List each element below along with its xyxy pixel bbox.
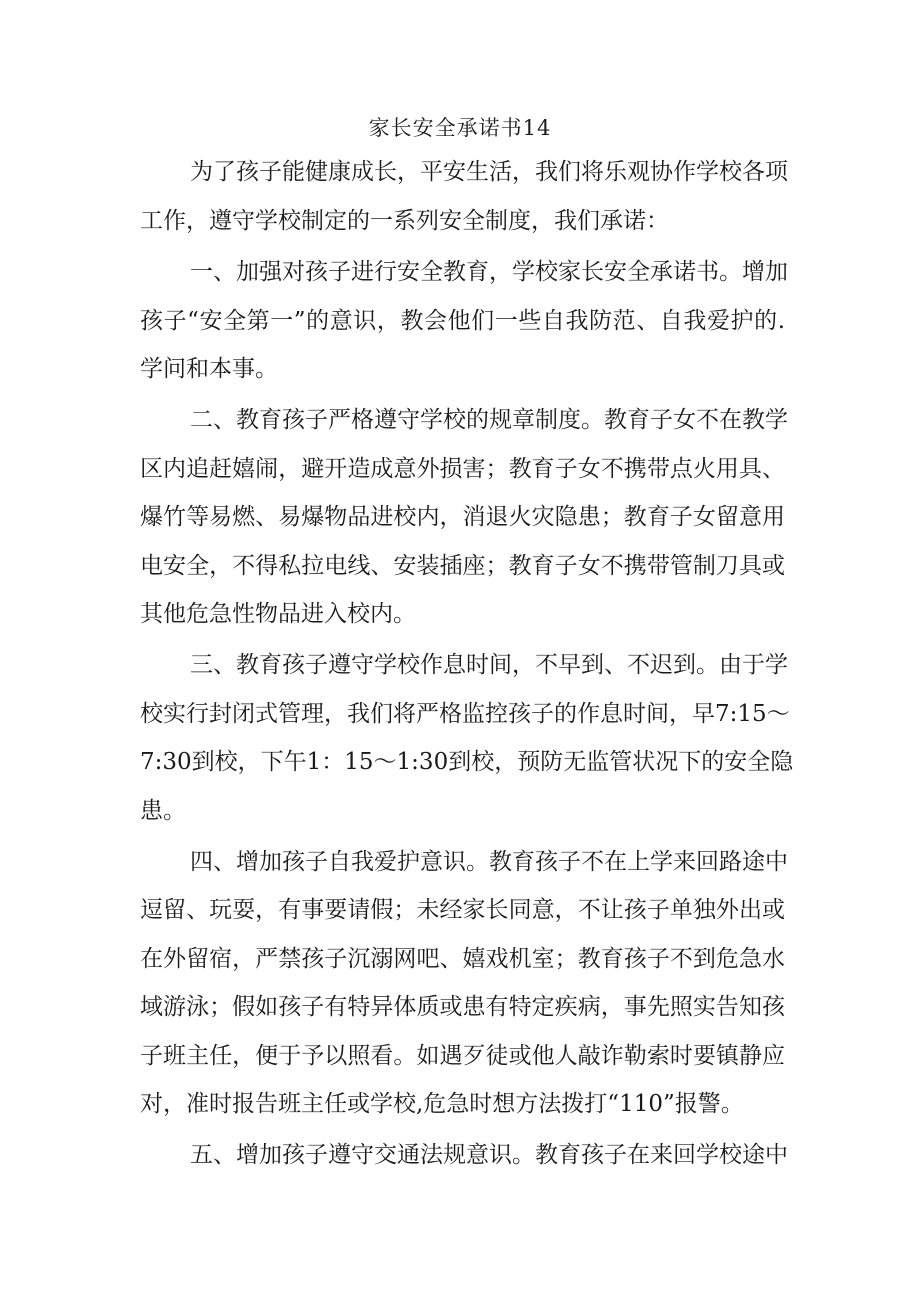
paragraph-1-line-2: 工作，遵守学校制定的一系列安全制度，我们承诺： [140,208,669,234]
paragraph-5-line-4: 域游泳；假如孩子有特异体质或患有特定疾病，事先照实告知孩 [140,994,785,1020]
paragraph-5-line-6: 对，准时报告班主任或学校,危急时想方法拨打“110”报警。 [140,1091,744,1117]
paragraph-3-line-2: 区内追赶嬉闹，避开造成意外损害；教育子女不携带点火用具、 [140,456,785,482]
paragraph-2-line-1: 一、加强对孩子进行安全教育，学校家长安全承诺书。增加 [190,259,788,285]
paragraph-1-line-1: 为了孩子能健康成长，平安生活，我们将乐观协作学校各项 [190,159,788,185]
paragraph-5-line-2: 逗留、玩耍，有事要请假；未经家长同意，不让孩子单独外出或 [140,897,785,923]
paragraph-2-line-2: 孩子“安全第一”的意识，教会他们一些自我防范、自我爱护的. [140,308,785,334]
document-title: 家长安全承诺书14 [368,116,552,140]
paragraph-3-line-1: 二、教育孩子严格遵守学校的规章制度。教育子女不在教学 [190,407,788,433]
paragraph-2-line-3: 学问和本事。 [140,356,278,382]
paragraph-4-line-1: 三、教育孩子遵守学校作息时间，不早到、不迟到。由于学 [190,652,788,678]
paragraph-3-line-5: 其他危急性物品进入校内。 [140,601,416,627]
paragraph-4-line-2: 校实行封闭式管理，我们将严格监控孩子的作息时间，早7:15～ [140,701,790,727]
paragraph-3-line-4: 电安全，不得私拉电线、安装插座；教育子女不携带管制刀具或 [140,553,785,579]
paragraph-5-line-1: 四、增加孩子自我爱护意识。教育孩子不在上学来回路途中 [190,849,788,875]
paragraph-5-line-5: 子班主任，便于予以照看。如遇歹徒或他人敲诈勒索时要镇静应 [140,1043,785,1069]
paragraph-4-line-4: 患。 [140,798,186,824]
paragraph-3-line-3: 爆竹等易燃、易爆物品进校内，消退火灾隐患；教育子女留意用 [140,504,785,530]
paragraph-5-line-3: 在外留宿，严禁孩子沉溺网吧、嬉戏机室；教育孩子不到危急水 [140,946,785,972]
paragraph-6-line-1: 五、增加孩子遵守交通法规意识。教育孩子在来回学校途中 [190,1142,788,1168]
paragraph-4-line-3: 7:30到校，下午1：15～1:30到校，预防无监管状况下的安全隐 [140,749,794,775]
